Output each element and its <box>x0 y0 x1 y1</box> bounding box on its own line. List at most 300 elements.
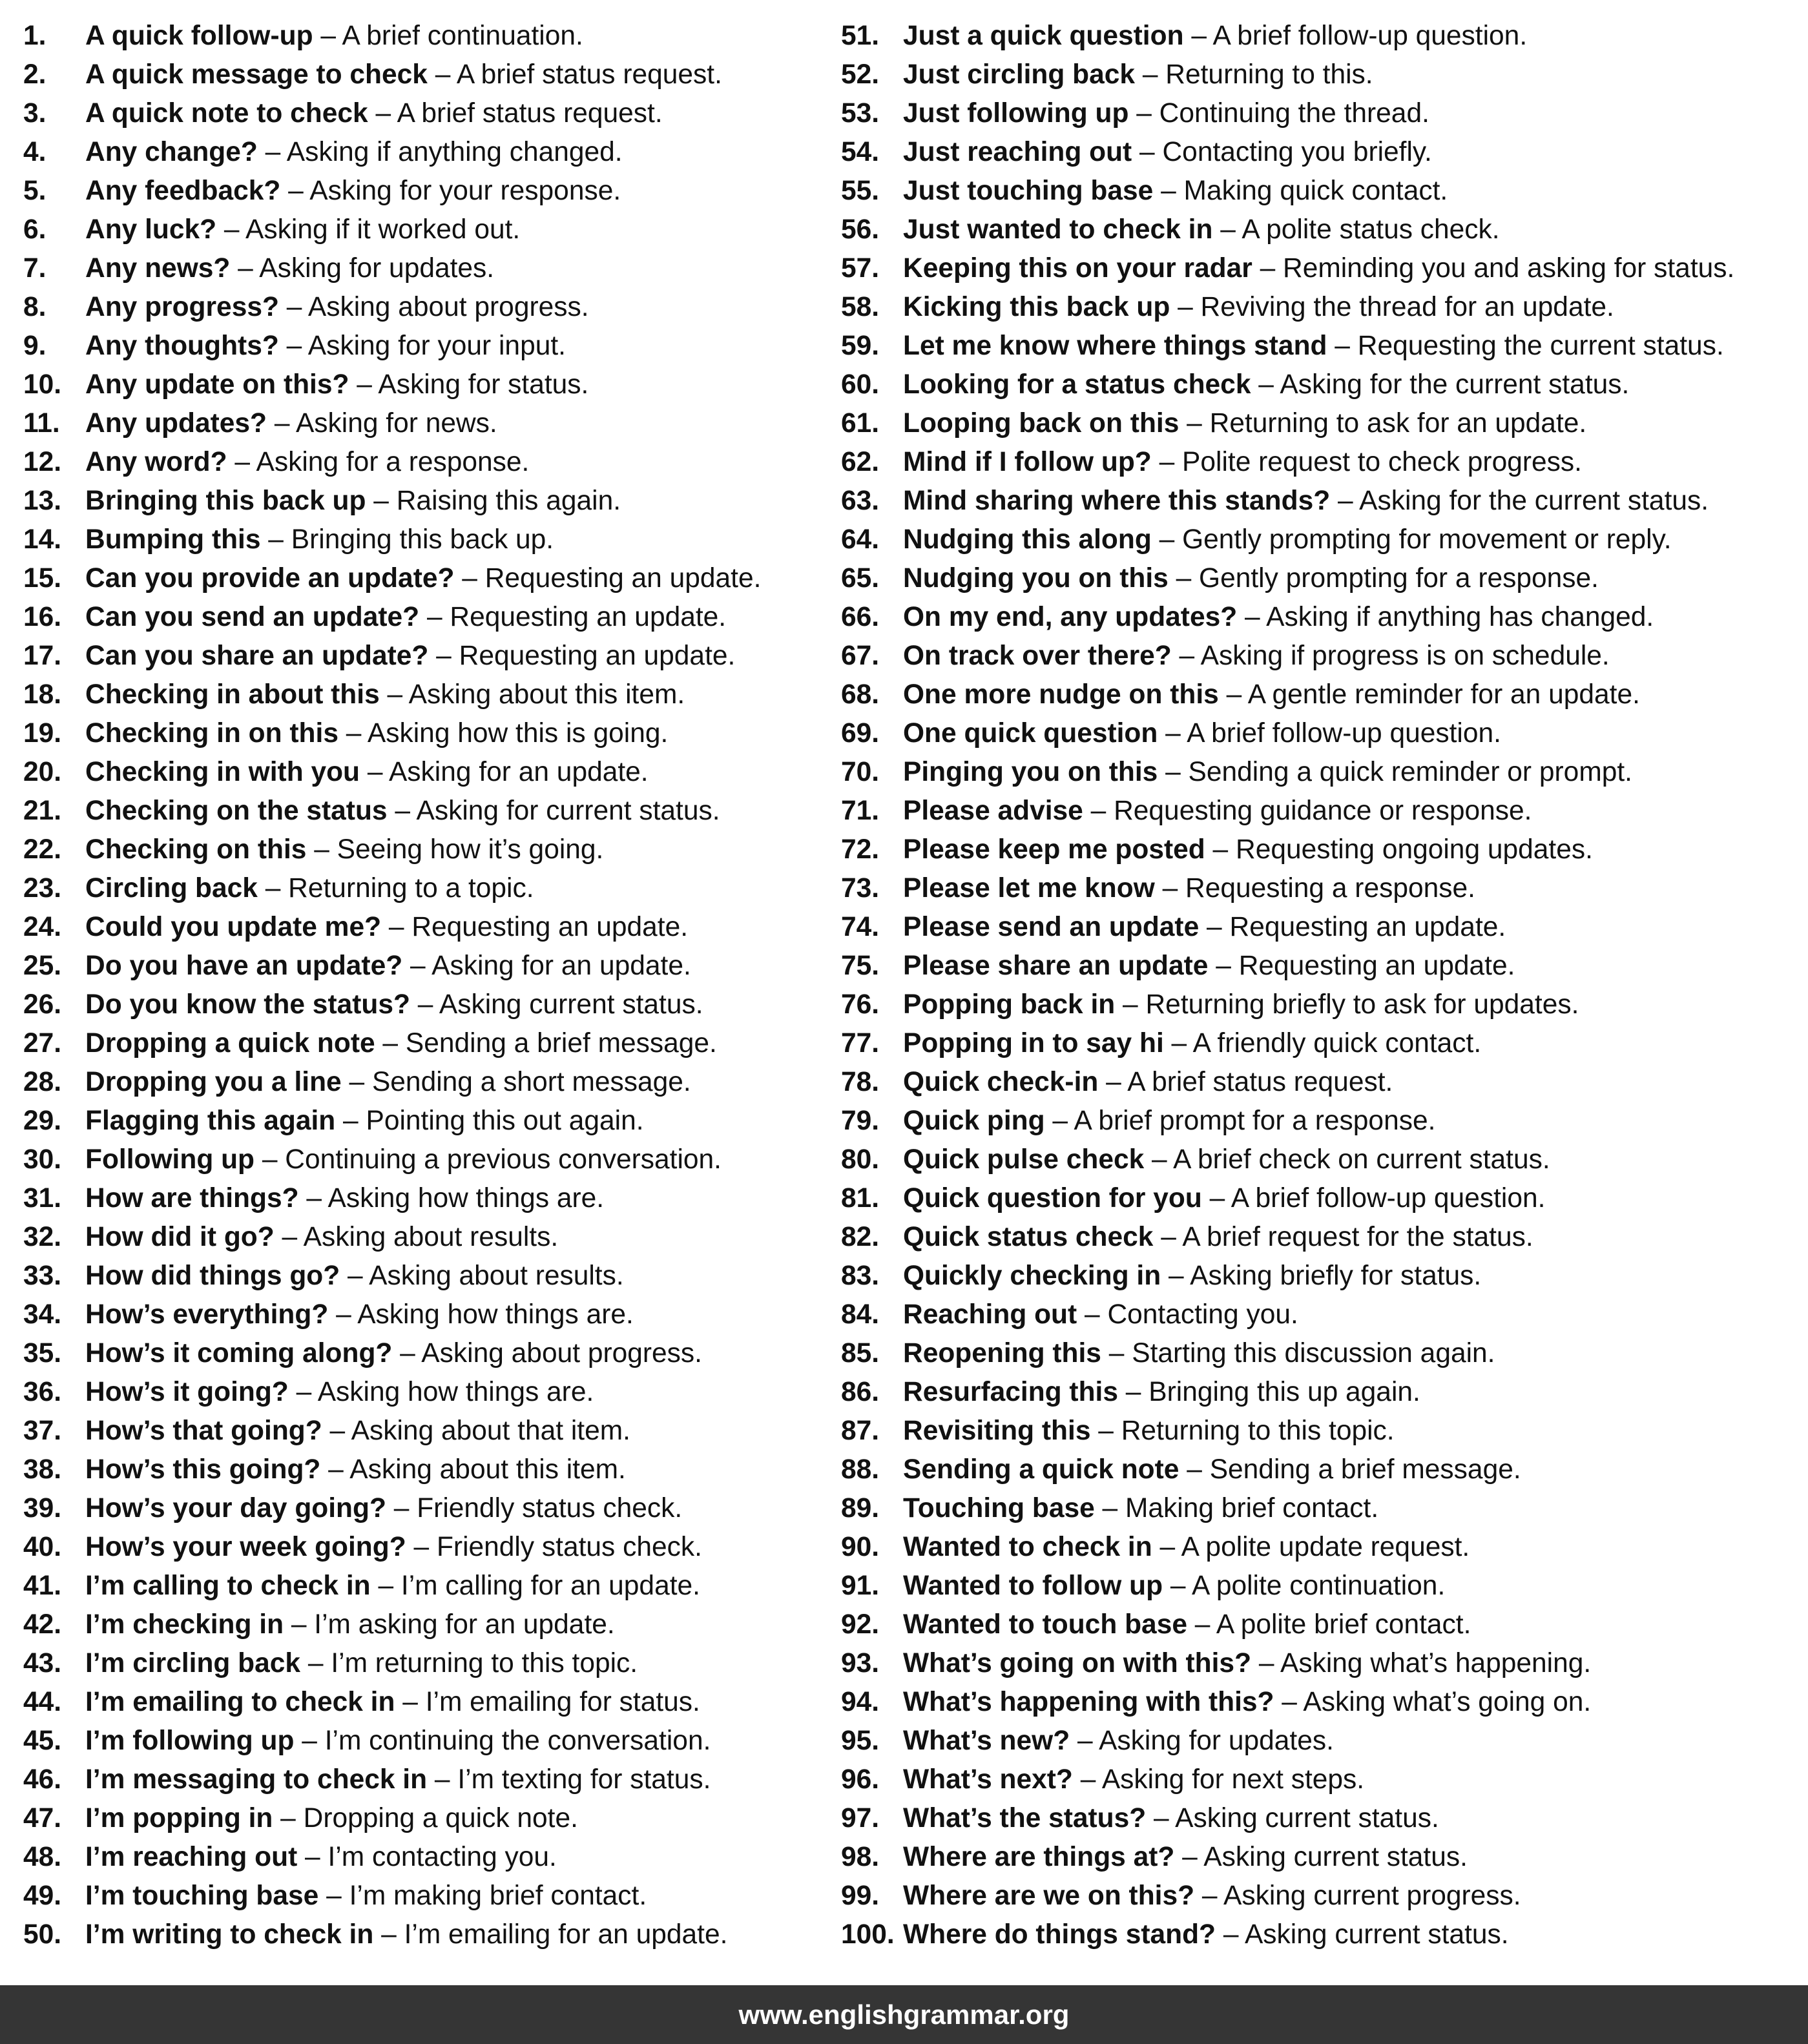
item-description: Returning to a topic. <box>288 873 534 903</box>
list-item <box>841 831 1803 869</box>
item-number: 20. <box>23 757 62 787</box>
item-description: Asking how things are. <box>317 1377 594 1407</box>
item-term: Any change? <box>85 137 258 167</box>
list-item <box>23 1877 837 1915</box>
item-separator: – <box>1094 1493 1125 1523</box>
item-number: 81. <box>841 1183 880 1213</box>
list-item <box>841 17 1803 56</box>
item-number: 61. <box>841 408 880 439</box>
item-number: 98. <box>841 1842 880 1872</box>
item-description: A polite brief contact. <box>1216 1609 1471 1640</box>
item-separator: – <box>273 1803 304 1833</box>
item-separator: – <box>257 137 287 167</box>
list-item <box>23 1334 837 1373</box>
item-term: What’s new? <box>903 1726 1070 1756</box>
item-text <box>903 366 1629 404</box>
item-text <box>85 1412 630 1450</box>
item-text <box>903 17 1527 56</box>
item-text <box>903 288 1614 327</box>
item-number: 85. <box>841 1338 880 1368</box>
item-number: 39. <box>23 1493 62 1523</box>
item-term: A quick note to check <box>85 98 368 129</box>
item-term: On track over there? <box>903 641 1172 671</box>
item-number: 36. <box>23 1377 62 1407</box>
item-term: I’m popping in <box>85 1803 273 1833</box>
item-separator: – <box>230 253 260 284</box>
list-item <box>23 908 837 947</box>
item-description: Contacting you. <box>1107 1299 1298 1330</box>
item-term: Please let me know <box>903 873 1155 903</box>
item-description: Asking current status. <box>439 989 703 1020</box>
item-text <box>903 94 1429 133</box>
item-term: I’m emailing to check in <box>85 1687 395 1717</box>
item-description: Polite request to check progress. <box>1182 447 1582 477</box>
item-text <box>903 211 1500 249</box>
item-term: Checking in on this <box>85 718 338 748</box>
list-item <box>23 1722 837 1760</box>
item-term: One more nudge on this <box>903 679 1219 710</box>
item-description: Requesting a response. <box>1185 873 1475 903</box>
list-item <box>23 1024 837 1063</box>
item-separator: – <box>1187 1609 1216 1640</box>
item-description: Raising this again. <box>396 486 621 516</box>
list-item <box>841 1683 1803 1722</box>
list-item <box>23 1218 837 1257</box>
item-separator: – <box>313 21 342 51</box>
item-text <box>903 1063 1393 1102</box>
item-description: Asking for your input. <box>307 331 566 361</box>
list-item <box>841 1412 1803 1450</box>
item-number: 7. <box>23 253 47 284</box>
item-term: What’s going on with this? <box>903 1648 1252 1678</box>
list-item <box>23 1644 837 1683</box>
item-number: 12. <box>23 447 62 477</box>
item-description: Requesting an update. <box>484 563 762 594</box>
item-text <box>85 753 649 792</box>
list-item <box>23 1412 837 1450</box>
item-description: Returning to this topic. <box>1121 1416 1395 1446</box>
item-text <box>903 1528 1470 1567</box>
item-description: Asking about results. <box>369 1261 624 1291</box>
item-separator: – <box>370 1571 401 1601</box>
item-separator: – <box>1194 1881 1223 1911</box>
footer-site-url[interactable]: www.englishgrammar.org <box>0 1985 1808 2044</box>
list-item <box>841 94 1803 133</box>
item-separator: – <box>427 59 457 90</box>
item-number: 2. <box>23 59 47 90</box>
item-description: Returning to this. <box>1165 59 1373 90</box>
item-number: 44. <box>23 1687 62 1717</box>
item-text <box>903 869 1475 908</box>
item-separator: – <box>257 873 289 903</box>
item-term: Popping back in <box>903 989 1116 1020</box>
list-item <box>23 521 837 559</box>
list-item <box>841 1915 1803 1954</box>
item-number: 90. <box>841 1532 880 1562</box>
item-text <box>85 1683 700 1722</box>
item-separator: – <box>300 1648 331 1678</box>
item-text <box>903 1567 1445 1605</box>
item-description: A gentle reminder for an update. <box>1247 679 1640 710</box>
item-description: Asking what’s going on. <box>1303 1687 1592 1717</box>
item-term: Let me know where things stand <box>903 331 1327 361</box>
item-number: 67. <box>841 641 880 671</box>
item-text <box>85 1722 711 1760</box>
item-text <box>85 1334 702 1373</box>
item-text <box>85 1915 727 1954</box>
item-description: Requesting an update. <box>411 912 689 942</box>
list-item <box>23 482 837 521</box>
list-item <box>23 792 837 831</box>
item-number: 11. <box>23 408 60 439</box>
item-description: Requesting guidance or response. <box>1114 796 1532 826</box>
item-text <box>85 1218 558 1257</box>
list-item <box>23 249 837 288</box>
item-text <box>85 1567 700 1605</box>
item-description: Asking for the current status. <box>1359 486 1709 516</box>
item-separator: – <box>227 447 256 477</box>
item-separator: – <box>1044 1106 1074 1136</box>
item-number: 71. <box>841 796 880 826</box>
item-term: Quick pulse check <box>903 1144 1145 1175</box>
list-item <box>841 249 1803 288</box>
item-text <box>85 172 621 211</box>
item-term: Looking for a status check <box>903 369 1251 400</box>
item-separator: – <box>1179 408 1210 439</box>
item-description: A brief follow-up question. <box>1187 718 1501 748</box>
item-separator: – <box>1201 1183 1231 1213</box>
item-separator: – <box>1101 1338 1132 1368</box>
item-term: Please share an update <box>903 951 1209 981</box>
item-term: Can you send an update? <box>85 602 420 632</box>
item-description: Asking for current status. <box>416 796 720 826</box>
list-item <box>841 908 1803 947</box>
item-number: 35. <box>23 1338 62 1368</box>
item-description: Asking current progress. <box>1223 1881 1521 1911</box>
list-item <box>841 133 1803 172</box>
item-text <box>85 366 588 404</box>
item-number: 49. <box>23 1881 62 1911</box>
item-term: Following up <box>85 1144 255 1175</box>
item-description: Starting this discussion again. <box>1132 1338 1495 1368</box>
item-description: Sending a short message. <box>371 1067 691 1097</box>
item-text <box>903 133 1432 172</box>
item-number: 78. <box>841 1067 880 1097</box>
item-description: Requesting an update. <box>1238 951 1515 981</box>
item-description: Asking current status. <box>1175 1803 1439 1833</box>
item-separator: – <box>1090 1416 1121 1446</box>
item-separator: – <box>322 1416 351 1446</box>
list-item <box>23 1450 837 1489</box>
item-number: 89. <box>841 1493 880 1523</box>
item-separator: – <box>267 408 296 439</box>
item-number: 87. <box>841 1416 880 1446</box>
item-number: 34. <box>23 1299 62 1330</box>
item-description: Asking for status. <box>378 369 589 400</box>
item-text <box>85 56 722 94</box>
item-text <box>85 908 688 947</box>
item-text <box>85 1838 557 1877</box>
item-term: Kicking this back up <box>903 292 1170 322</box>
item-text <box>903 637 1610 676</box>
item-description: Asking current status. <box>1244 1919 1509 1950</box>
item-term: I’m writing to check in <box>85 1919 374 1950</box>
item-separator: – <box>1163 1028 1193 1058</box>
item-separator: – <box>328 1299 358 1330</box>
item-term: Touching base <box>903 1493 1095 1523</box>
item-term: How’s this going? <box>85 1454 321 1485</box>
item-separator: – <box>306 834 337 865</box>
item-number: 88. <box>841 1454 880 1485</box>
item-text <box>903 249 1734 288</box>
list-item <box>23 986 837 1024</box>
item-number: 53. <box>841 98 880 129</box>
item-description: Asking for updates. <box>259 253 495 284</box>
item-text <box>85 482 621 521</box>
item-separator: – <box>1218 679 1248 710</box>
item-term: Any update on this? <box>85 369 349 400</box>
list-item <box>23 1799 837 1838</box>
item-description: Pointing this out again. <box>366 1106 644 1136</box>
item-description: Asking for a response. <box>256 447 530 477</box>
item-text <box>85 1450 626 1489</box>
item-description: A brief prompt for a response. <box>1074 1106 1436 1136</box>
item-text <box>85 1528 702 1567</box>
item-number: 66. <box>841 602 880 632</box>
list-item <box>23 1489 837 1528</box>
item-term: Do you have an update? <box>85 951 403 981</box>
item-separator: – <box>349 369 379 400</box>
list-item <box>23 1141 837 1179</box>
item-term: Keeping this on your radar <box>903 253 1252 284</box>
item-separator: – <box>1274 1687 1304 1717</box>
item-separator: – <box>1251 369 1280 400</box>
item-separator: – <box>1151 524 1183 555</box>
item-description: Gently prompting for a response. <box>1199 563 1599 594</box>
list-item <box>841 1799 1803 1838</box>
item-separator: – <box>419 602 450 632</box>
list-item <box>23 288 837 327</box>
item-description: Asking how things are. <box>327 1183 605 1213</box>
list-item <box>23 559 837 598</box>
item-text <box>85 327 566 366</box>
list-item <box>23 133 837 172</box>
item-text <box>903 404 1586 443</box>
item-description: I’m asking for an update. <box>314 1609 615 1640</box>
item-text <box>85 521 554 559</box>
item-text <box>903 947 1515 986</box>
item-number: 96. <box>841 1764 880 1795</box>
item-text <box>85 792 720 831</box>
item-number: 30. <box>23 1144 62 1175</box>
list-item <box>841 947 1803 986</box>
list-item <box>841 327 1803 366</box>
item-number: 99. <box>841 1881 880 1911</box>
item-term: Any thoughts? <box>85 331 279 361</box>
item-description: I’m texting for status. <box>457 1764 711 1795</box>
item-number: 3. <box>23 98 47 129</box>
item-text <box>85 133 623 172</box>
item-text <box>85 714 668 753</box>
item-number: 10. <box>23 369 62 400</box>
item-description: Contacting you briefly. <box>1162 137 1432 167</box>
item-separator: – <box>318 1881 349 1911</box>
item-term: Where do things stand? <box>903 1919 1216 1950</box>
item-term: Bumping this <box>85 524 261 555</box>
item-description: Asking if anything has changed. <box>1266 602 1654 632</box>
item-term: Checking in with you <box>85 757 360 787</box>
item-description: I’m calling for an update. <box>400 1571 700 1601</box>
item-number: 16. <box>23 602 62 632</box>
phrase-column-left <box>23 17 837 1954</box>
list-item <box>841 1296 1803 1334</box>
item-separator: – <box>1251 1648 1280 1678</box>
item-term: I’m touching base <box>85 1881 319 1911</box>
item-separator: – <box>375 1028 406 1058</box>
item-term: Just reaching out <box>903 137 1132 167</box>
item-text <box>85 1799 578 1838</box>
item-term: How did it go? <box>85 1222 275 1252</box>
item-number: 25. <box>23 951 62 981</box>
item-description: A polite status check. <box>1242 214 1500 245</box>
item-term: I’m following up <box>85 1726 295 1756</box>
list-item <box>841 598 1803 637</box>
item-description: Asking for an update. <box>431 951 691 981</box>
item-term: I’m calling to check in <box>85 1571 371 1601</box>
item-separator: – <box>1171 641 1201 671</box>
item-description: Requesting an update. <box>459 641 736 671</box>
item-term: Dropping a quick note <box>85 1028 375 1058</box>
item-text <box>903 1179 1545 1218</box>
item-number: 33. <box>23 1261 62 1291</box>
item-number: 29. <box>23 1106 62 1136</box>
item-text <box>903 1605 1471 1644</box>
item-description: I’m emailing for an update. <box>404 1919 728 1950</box>
item-number: 91. <box>841 1571 880 1601</box>
item-number: 55. <box>841 176 880 206</box>
item-number: 51. <box>841 21 880 51</box>
item-term: Quick ping <box>903 1106 1045 1136</box>
item-term: Please advise <box>903 796 1083 826</box>
item-text <box>903 792 1532 831</box>
item-number: 31. <box>23 1183 62 1213</box>
item-number: 18. <box>23 679 62 710</box>
list-item <box>23 1915 837 1954</box>
item-description: Sending a brief message. <box>405 1028 717 1058</box>
item-description: Asking for an update. <box>388 757 649 787</box>
item-number: 63. <box>841 486 880 516</box>
item-separator: – <box>1072 1764 1102 1795</box>
item-term: What’s the status? <box>903 1803 1147 1833</box>
item-description: Asking about this item. <box>408 679 685 710</box>
item-separator: – <box>278 331 308 361</box>
list-item <box>841 559 1803 598</box>
item-description: Asking about that item. <box>351 1416 630 1446</box>
item-text <box>903 986 1579 1024</box>
item-separator: – <box>381 912 412 942</box>
item-number: 45. <box>23 1726 62 1756</box>
item-term: Please send an update <box>903 912 1200 942</box>
list-item <box>841 1877 1803 1915</box>
item-term: Wanted to follow up <box>903 1571 1163 1601</box>
item-description: Continuing the thread. <box>1159 98 1429 129</box>
list-item <box>23 676 837 714</box>
item-separator: – <box>410 989 439 1020</box>
list-item <box>841 792 1803 831</box>
item-description: Asking briefly for status. <box>1190 1261 1482 1291</box>
list-item <box>23 1760 837 1799</box>
item-term: Reaching out <box>903 1299 1077 1330</box>
item-term: Just wanted to check in <box>903 214 1213 245</box>
item-separator: – <box>297 1842 328 1872</box>
list-item <box>23 753 837 792</box>
item-text <box>903 676 1640 714</box>
item-text <box>85 1102 644 1141</box>
item-separator: – <box>1170 292 1201 322</box>
item-term: On my end, any updates? <box>903 602 1238 632</box>
item-description: A brief check on current status. <box>1173 1144 1550 1175</box>
list-item <box>841 1644 1803 1683</box>
list-item <box>23 211 837 249</box>
list-item <box>23 1063 837 1102</box>
item-term: Quick question for you <box>903 1183 1202 1213</box>
item-text <box>903 1489 1378 1528</box>
item-text <box>85 947 691 986</box>
item-separator: – <box>1161 1261 1190 1291</box>
item-description: Asking for updates. <box>1099 1726 1334 1756</box>
item-number: 52. <box>841 59 880 90</box>
item-term: Do you know the status? <box>85 989 410 1020</box>
item-term: Any word? <box>85 447 227 477</box>
item-text <box>903 1760 1364 1799</box>
item-number: 97. <box>841 1803 880 1833</box>
item-number: 32. <box>23 1222 62 1252</box>
list-item <box>841 986 1803 1024</box>
item-term: Any updates? <box>85 408 267 439</box>
list-item <box>841 1722 1803 1760</box>
item-text <box>903 908 1506 947</box>
item-term: Revisiting this <box>903 1416 1091 1446</box>
item-number: 95. <box>841 1726 880 1756</box>
item-term: How’s your day going? <box>85 1493 386 1523</box>
item-separator: – <box>368 98 397 129</box>
item-term: Circling back <box>85 873 258 903</box>
item-number: 56. <box>841 214 880 245</box>
item-term: Nudging this along <box>903 524 1152 555</box>
list-item <box>23 17 837 56</box>
item-number: 14. <box>23 524 62 555</box>
item-term: Any news? <box>85 253 231 284</box>
item-number: 47. <box>23 1803 62 1833</box>
item-term: How are things? <box>85 1183 299 1213</box>
item-number: 15. <box>23 563 62 594</box>
item-description: Asking how this is going. <box>367 718 669 748</box>
item-term: I’m reaching out <box>85 1842 298 1872</box>
item-text <box>85 288 589 327</box>
list-item <box>23 1102 837 1141</box>
item-description: Continuing a previous conversation. <box>285 1144 722 1175</box>
list-item <box>841 637 1803 676</box>
item-number: 69. <box>841 718 880 748</box>
item-number: 41. <box>23 1571 62 1601</box>
item-text <box>85 443 529 482</box>
item-description: Asking for the current status. <box>1280 369 1630 400</box>
item-description: Asking for your response. <box>309 176 621 206</box>
item-term: What’s next? <box>903 1764 1073 1795</box>
item-term: Wanted to touch base <box>903 1609 1187 1640</box>
item-text <box>85 676 685 714</box>
item-separator: – <box>1179 1454 1210 1485</box>
